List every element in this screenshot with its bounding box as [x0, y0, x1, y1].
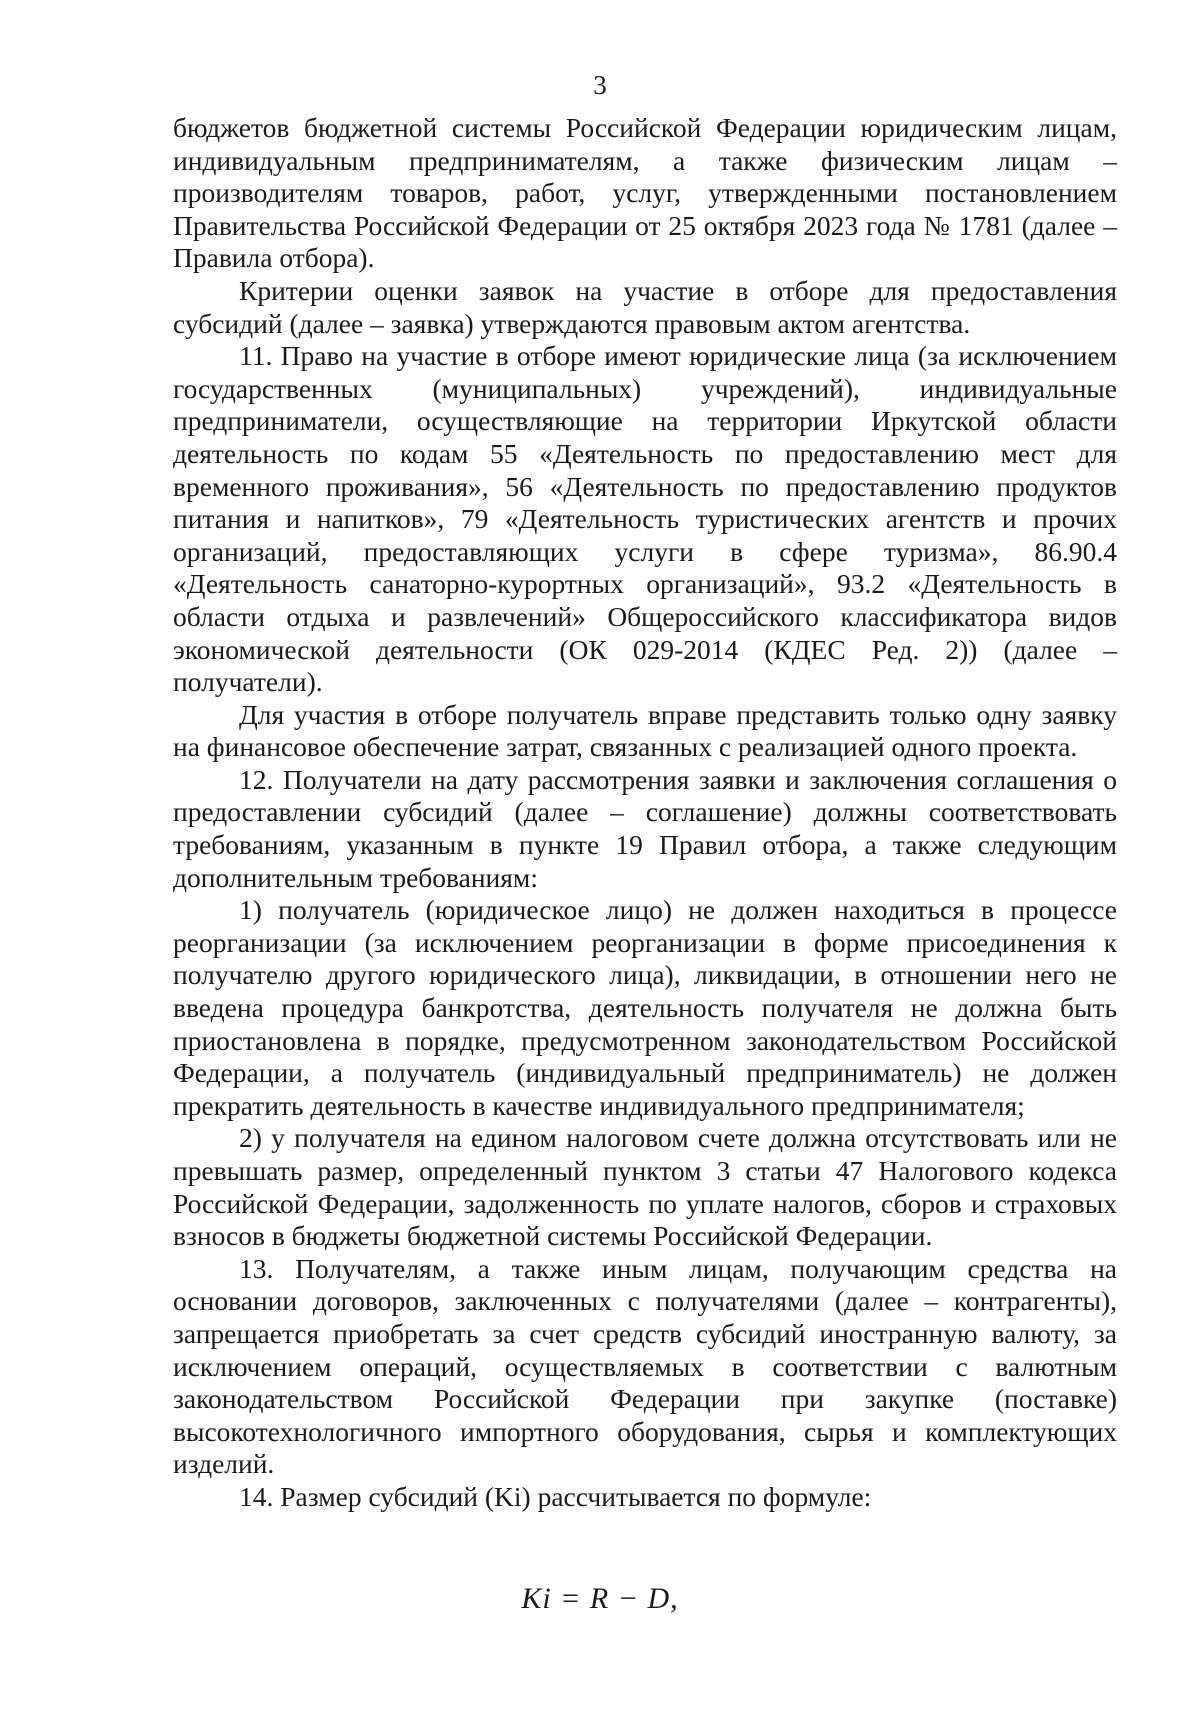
- paragraph-14: 14. Размер субсидий (Ki) рассчитывается по формуле:: [239, 1480, 872, 1512]
- paragraph-12: 12. Получатели на дату рассмотрения заявки и заключения соглашения о предоставлении субсидий (далее – соглашение) должны соответствовать требованиям, указанным в пункте 19 Правил отбора, а также следующим дополнительным требованиям:: [173, 763, 1117, 893]
- document-body: [173, 112, 1117, 1514]
- paragraph-continuation: бюджетов бюджетной системы Российской Федерации юридическим лицам, индивидуальным предпринимателям, а также физическим лицам – производителям товаров, работ, услуг, утвержденными постановлением Правительства Российской Федерации от 25 октября 2023 года № 1781 (далее – Правила отбора).: [173, 112, 1117, 274]
- subsidy-formula: Ki = R − D,: [521, 1582, 679, 1615]
- paragraph-13: 13. Получателям, а также иным лицам, получающим средства на основании договоров, заключенных с получателями (далее – контрагенты), запрещается приобретать за счет средств субсидий иностранную валюту, за исключением операций, осуществляемых в соответствии с валютным законодательством Российской Федерации при закупке (поставке) высокотехнологичного импортного оборудования, сырья и комплектующих изделий.: [173, 1252, 1117, 1480]
- paragraph-11-application: Для участия в отборе получатель вправе представить только одну заявку на финансовое обеспечение затрат, связанных с реализацией одного проекта.: [173, 698, 1117, 763]
- paragraph-12-item-1: 1) получатель (юридическое лицо) не должен находиться в процессе реорганизации (за исключением реорганизации в форме присоединения к получателю другого юридического лица), ликвидации, в отношении него не введена процедура банкротства, деятельность получателя не должна быть приостановлена в порядке, предусмотренном законодательством Российской Федерации, а получатель (индивидуальный предприниматель) не должен прекратить деятельность в качестве индивидуального предпринимателя;: [173, 894, 1117, 1121]
- paragraph-12-item-2: 2) у получателя на едином налоговом счете должна отсутствовать или не превышать размер, определенный пунктом 3 статьи 47 Налогового кодекса Российской Федерации, задолженность по уплате налогов, сборов и страховых взносов в бюджеты бюджетной системы Российской Федерации.: [173, 1122, 1117, 1252]
- paragraph-criteria: Критерии оценки заявок на участие в отборе для предоставления субсидий (далее – заявка) утверждаются правовым актом агентства.: [173, 274, 1117, 339]
- paragraph-11: 11. Право на участие в отборе имеют юридические лица (за исключением государственных (муниципальных) учреждений), индивидуальные предприниматели, осуществляющие на территории Иркутской области деятельность по кодам 55 «Деятельность по предоставлению мест для временного проживания», 56 «Деятельность по предоставлению продуктов питания и напитков», 79 «Деятельность туристических агентств и прочих организаций, предоставляющих услуги в сфере туризма», 86.90.4 «Деятельность санаторно-курортных организаций», 93.2 «Деятельность в области отдыха и развлечений» Общероссийского классификатора видов экономической деятельности (ОК 029-2014 (КДЕС Ред. 2)) (далее – получатели).: [173, 340, 1117, 698]
- page-number: 3: [593, 70, 607, 100]
